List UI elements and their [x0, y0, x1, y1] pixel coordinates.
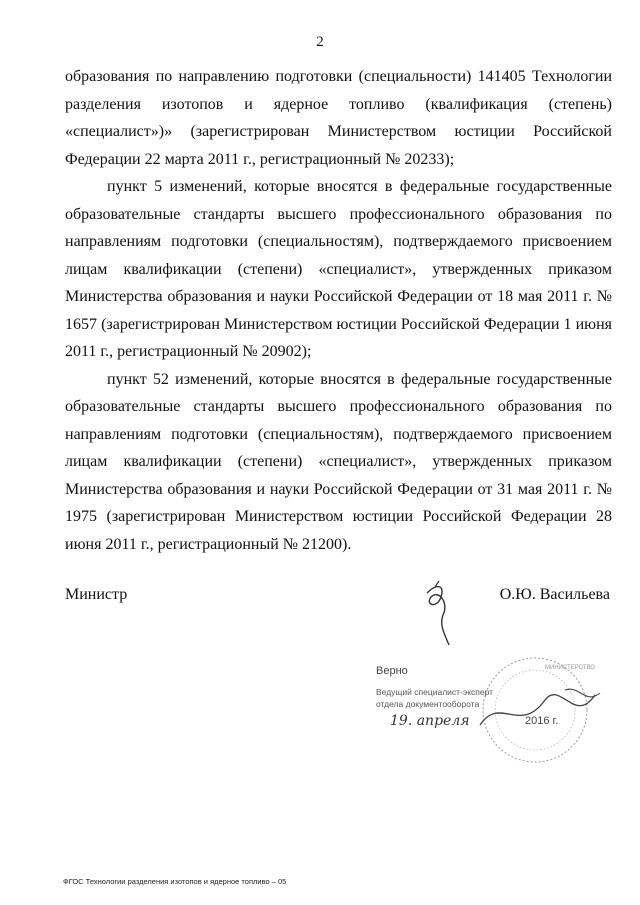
- paragraph-1: образования по направлению подготовки (специальности) 141405 Технологии разделения изотопов и ядерное топливо (квалификация (степень) «специалист»)» (зарегистрирован Министерством юстиции Российской Федерации 22 марта 2011 г., регистрационный № 20233);: [65, 68, 612, 168]
- signature-role: Министр: [65, 586, 128, 603]
- paragraph-3: пункт 52 изменений, которые вносятся в федеральные государственные образовательные стандарты высшего профессионального образования по направлениям подготовки (специальностям), подтверждаемого присвоением лицам квалификации (степени) «специалист», утвержденных приказом Министерства образования и науки Российской Федерации от 31 мая 2011 г. № 1975 (зарегистрирован Министерством юстиции Российской Федерации 28 июня 2011 г., регистрационный № 21200).: [65, 370, 612, 553]
- certification-title: Верно: [376, 665, 408, 677]
- signature-name: О.Ю. Васильева: [499, 586, 610, 603]
- certification-line-1: Ведущий специалист-эксперт: [376, 687, 494, 697]
- stamp-text: МИНИСТЕРСТВО: [545, 665, 595, 671]
- body-text: [65, 63, 612, 558]
- paragraph-2: пункт 5 изменений, которые вносятся в федеральные государственные образовательные стандарты высшего профессионального образования по направлениям подготовки (специальностям), подтверждаемого присвоением лицам квалификации (степени) «специалист», утвержденных приказом Министерства образования и науки Российской Федерации от 18 мая 2011 г. № 1657 (зарегистрирован Министерством юстиции Российской Федерации 1 июня 2011 г., регистрационный № 20902);: [65, 178, 612, 360]
- certification-line-2: отдела документооборота: [376, 699, 480, 709]
- certification-year: 2016 г.: [525, 715, 559, 727]
- handwritten-signature: [415, 575, 465, 655]
- certification-date: 19. апреля: [390, 713, 470, 729]
- footer: ФГОС Технологии разделения изотопов и ядерное топливо – 05: [63, 877, 287, 886]
- certification-block: [360, 655, 630, 765]
- page-number: 2: [316, 34, 324, 50]
